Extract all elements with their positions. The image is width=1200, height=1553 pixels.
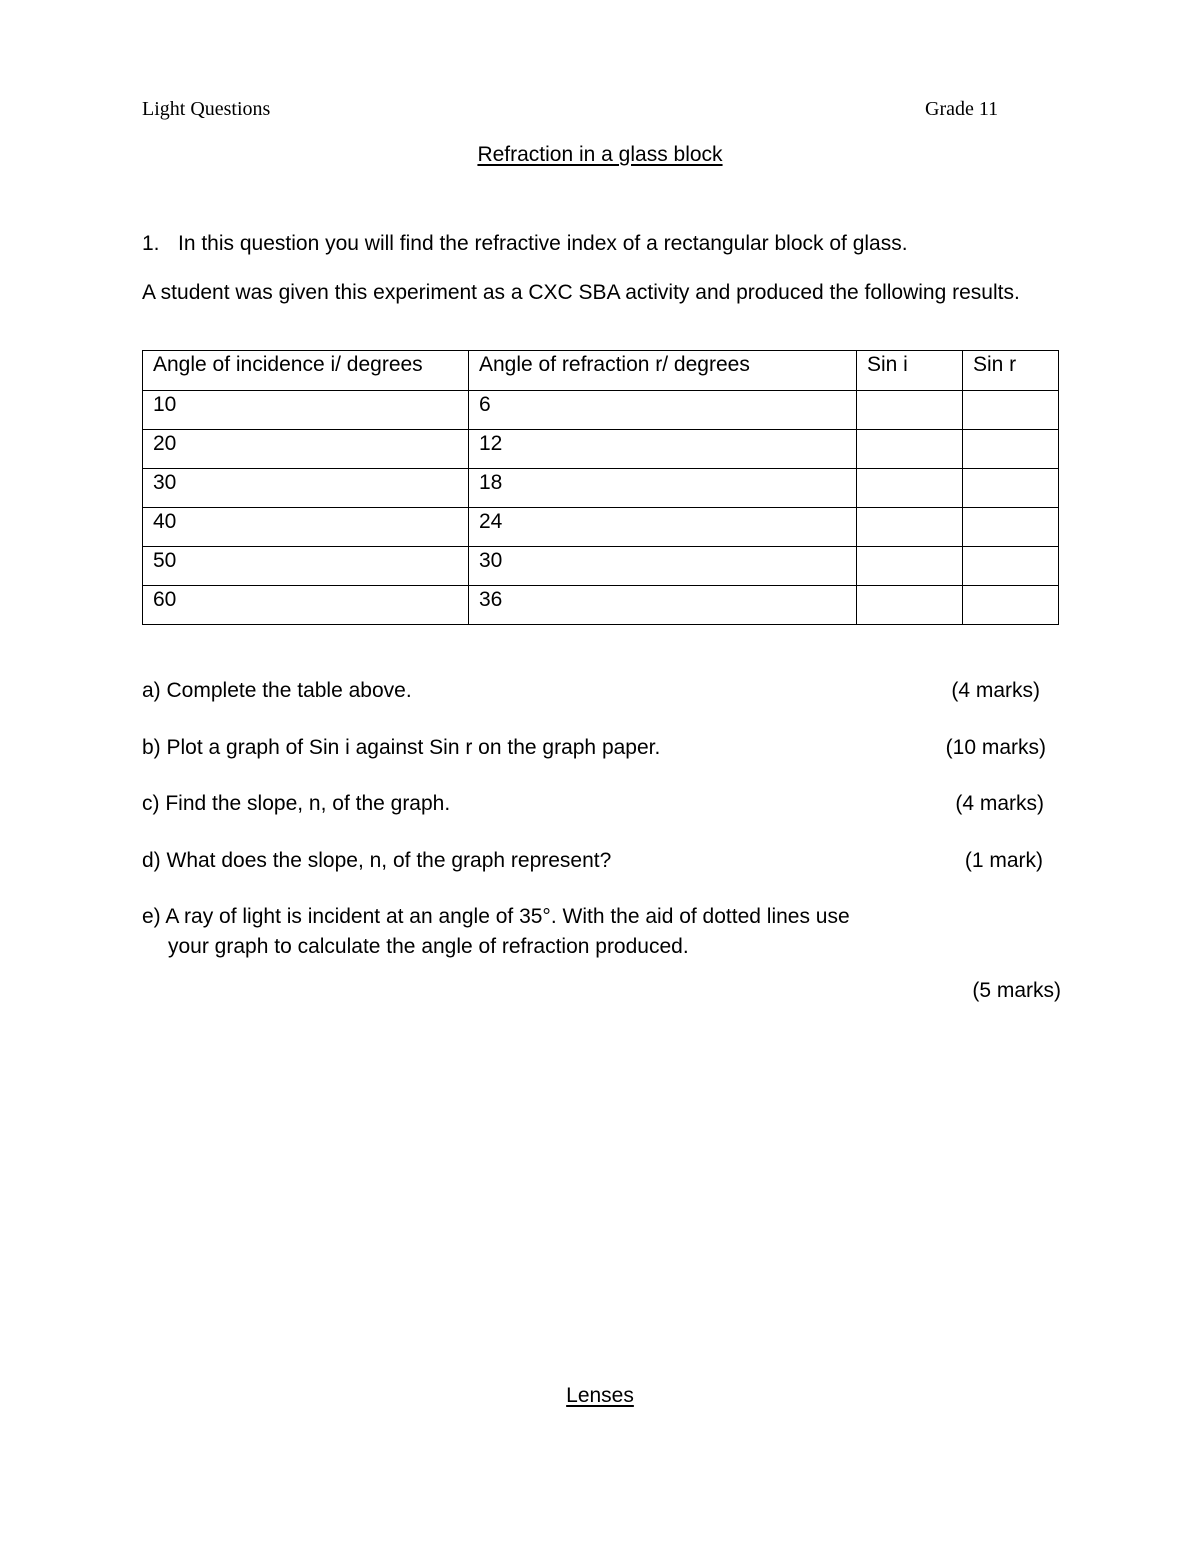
cell-refraction: 36 <box>469 586 857 625</box>
table-row <box>143 469 1059 508</box>
cell-sin-r <box>963 391 1059 430</box>
cell-sin-r <box>963 469 1059 508</box>
section-title-text: Refraction in a glass block <box>477 143 723 166</box>
cell-sin-r <box>963 586 1059 625</box>
part-c-text: c) Find the slope, n, of the graph. <box>142 792 451 815</box>
header-sin-r: Sin r <box>963 351 1059 391</box>
section-title <box>0 143 1200 167</box>
part-c-marks: (4 marks) <box>955 792 1044 815</box>
cell-refraction: 6 <box>469 391 857 430</box>
question-intro <box>142 232 908 256</box>
cell-incidence: 40 <box>143 508 469 547</box>
cell-refraction: 12 <box>469 430 857 469</box>
cell-sin-r <box>963 430 1059 469</box>
part-e-marks: (5 marks) <box>972 979 1061 1002</box>
cell-sin-i <box>857 547 963 586</box>
cell-sin-r <box>963 547 1059 586</box>
cell-incidence: 30 <box>143 469 469 508</box>
table-row <box>143 430 1059 469</box>
cell-incidence: 20 <box>143 430 469 469</box>
header-title: Light Questions <box>142 98 271 120</box>
table-header-row <box>143 351 1059 391</box>
table-row <box>143 508 1059 547</box>
table-row <box>143 586 1059 625</box>
table-row <box>143 391 1059 430</box>
header-sin-i: Sin i <box>857 351 963 391</box>
header-angle-refraction: Angle of refraction r/ degrees <box>469 351 857 391</box>
question-number: 1. <box>142 232 160 255</box>
cell-incidence: 50 <box>143 547 469 586</box>
cell-refraction: 30 <box>469 547 857 586</box>
question-intro-text: In this question you will find the refractive index of a rectangular block of glass. <box>178 232 908 255</box>
cell-sin-i <box>857 508 963 547</box>
part-a-text: a) Complete the table above. <box>142 679 412 702</box>
header-angle-incidence: Angle of incidence i/ degrees <box>143 351 469 391</box>
cell-sin-i <box>857 430 963 469</box>
part-d-marks: (1 mark) <box>964 849 1043 872</box>
cell-sin-i <box>857 469 963 508</box>
part-d-text: d) What does the slope, n, of the graph represent? <box>142 849 612 872</box>
cell-sin-r <box>963 508 1059 547</box>
cell-sin-i <box>857 391 963 430</box>
part-b-text: b) Plot a graph of Sin i against Sin r on the graph paper. <box>142 736 661 759</box>
cell-incidence: 60 <box>143 586 469 625</box>
cell-refraction: 24 <box>469 508 857 547</box>
question-context: A student was given this experiment as a CXC SBA activity and produced the following results. <box>142 281 1020 304</box>
next-section-title-text: Lenses <box>566 1384 634 1407</box>
part-a-marks: (4 marks) <box>951 679 1040 702</box>
part-e-text-line2: your graph to calculate the angle of refraction produced. <box>168 935 689 958</box>
cell-incidence: 10 <box>143 391 469 430</box>
cell-refraction: 18 <box>469 469 857 508</box>
header-grade: Grade 11 <box>925 98 999 120</box>
table-row <box>143 547 1059 586</box>
part-b-marks: (10 marks) <box>945 736 1046 759</box>
part-e-text-line1: e) A ray of light is incident at an angle of 35°. With the aid of dotted lines use <box>142 905 850 928</box>
next-section-title <box>0 1384 1200 1408</box>
results-table <box>142 350 1059 625</box>
cell-sin-i <box>857 586 963 625</box>
